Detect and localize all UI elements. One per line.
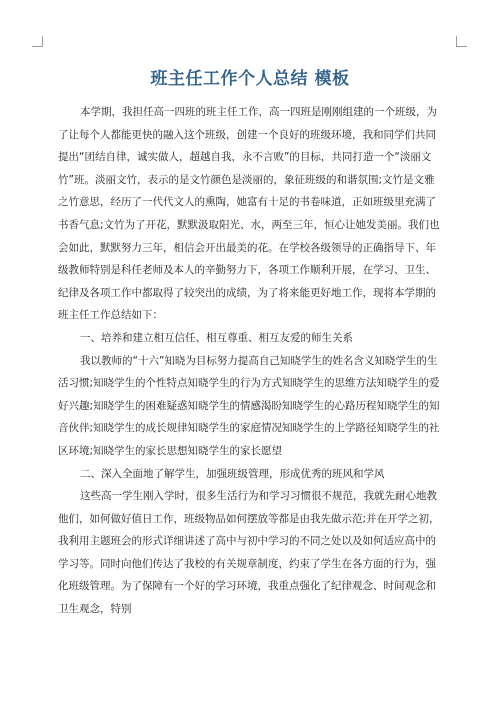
intro-paragraph: 本学期，我担任高一四班的班主任工作，高一四班是刚刚组建的一个班级，为了让每个人都能更快的融入这个班级，创建一个良好的班级环境，我和同学们共同提出“团结自律，诚实做人，超越自我，永不言败”的目标，共同打造一个“淡丽文竹”班。淡丽文竹，表示的是文竹颜色是淡丽的，象征班级的和谐氛围;文竹是文雅之竹意思，经历了一代代文人的熏陶，她富有十足的书卷味道，正如班级里充满了书香气息;文竹为了开花，默默汲取阳光、水，两至三年，恒心让她发美丽。我们也会如此，默默努力三年，相信会开出最美的花。在学校各级领导的正确指导下、年级教师特别是科任老师及本人的辛勤努力下，各项工作顺利开展，在学习、卫生、纪律及各项工作中都取得了较突出的成绩，为了将来能更好地工作，现将本学期的班主任工作总结如下： (58, 106, 440, 322)
section-heading-2: 二、深入全面地了解学生，加强班级管理，形成优秀的班风和学风 (80, 467, 385, 480)
crop-mark-top-right (456, 36, 467, 47)
crop-mark-top-left (32, 36, 43, 47)
document-body (58, 101, 444, 621)
document-title: 班主任工作个人总结 模板 (150, 69, 350, 89)
body-paragraph-1: 我以教师的“十六”知晓为目标努力提高自己知晓学生的姓名含义知晓学生的生活习惯;知晓学生的个性特点知晓学生的行为方式知晓学生的思维方法知晓学生的爱好兴趣;知晓学生的困难疑惑知晓学生的情感渴盼知晓学生的心路历程知晓学生的知音伙伴;知晓学生的成长规律知晓学生的家庭情况知晓学生的上学路径知晓学生的社区环境;知晓学生的家长思想知晓学生的家长愿望 (58, 354, 440, 457)
section-heading-1: 一、培养和建立相互信任、相互尊重、相互友爱的师生关系 (80, 331, 353, 344)
body-paragraph-2: 这些高一学生刚入学时，很多生活行为和学习习惯很不规范，我就先耐心地教他们，如何做好值日工作，班级物品如何摆放等都是由我先做示范;并在开学之初，我利用主题班会的形式详细讲述了高中与初中学习的不同之处以及如何适应高中的学习等。同时向他们传达了我校的有关规章制度，约束了学生在各方面的行为，强化班级管理。为了保障有一个好的学习环境，我重点强化了纪律观念、时间观念和卫生观念，特别 (58, 490, 440, 616)
